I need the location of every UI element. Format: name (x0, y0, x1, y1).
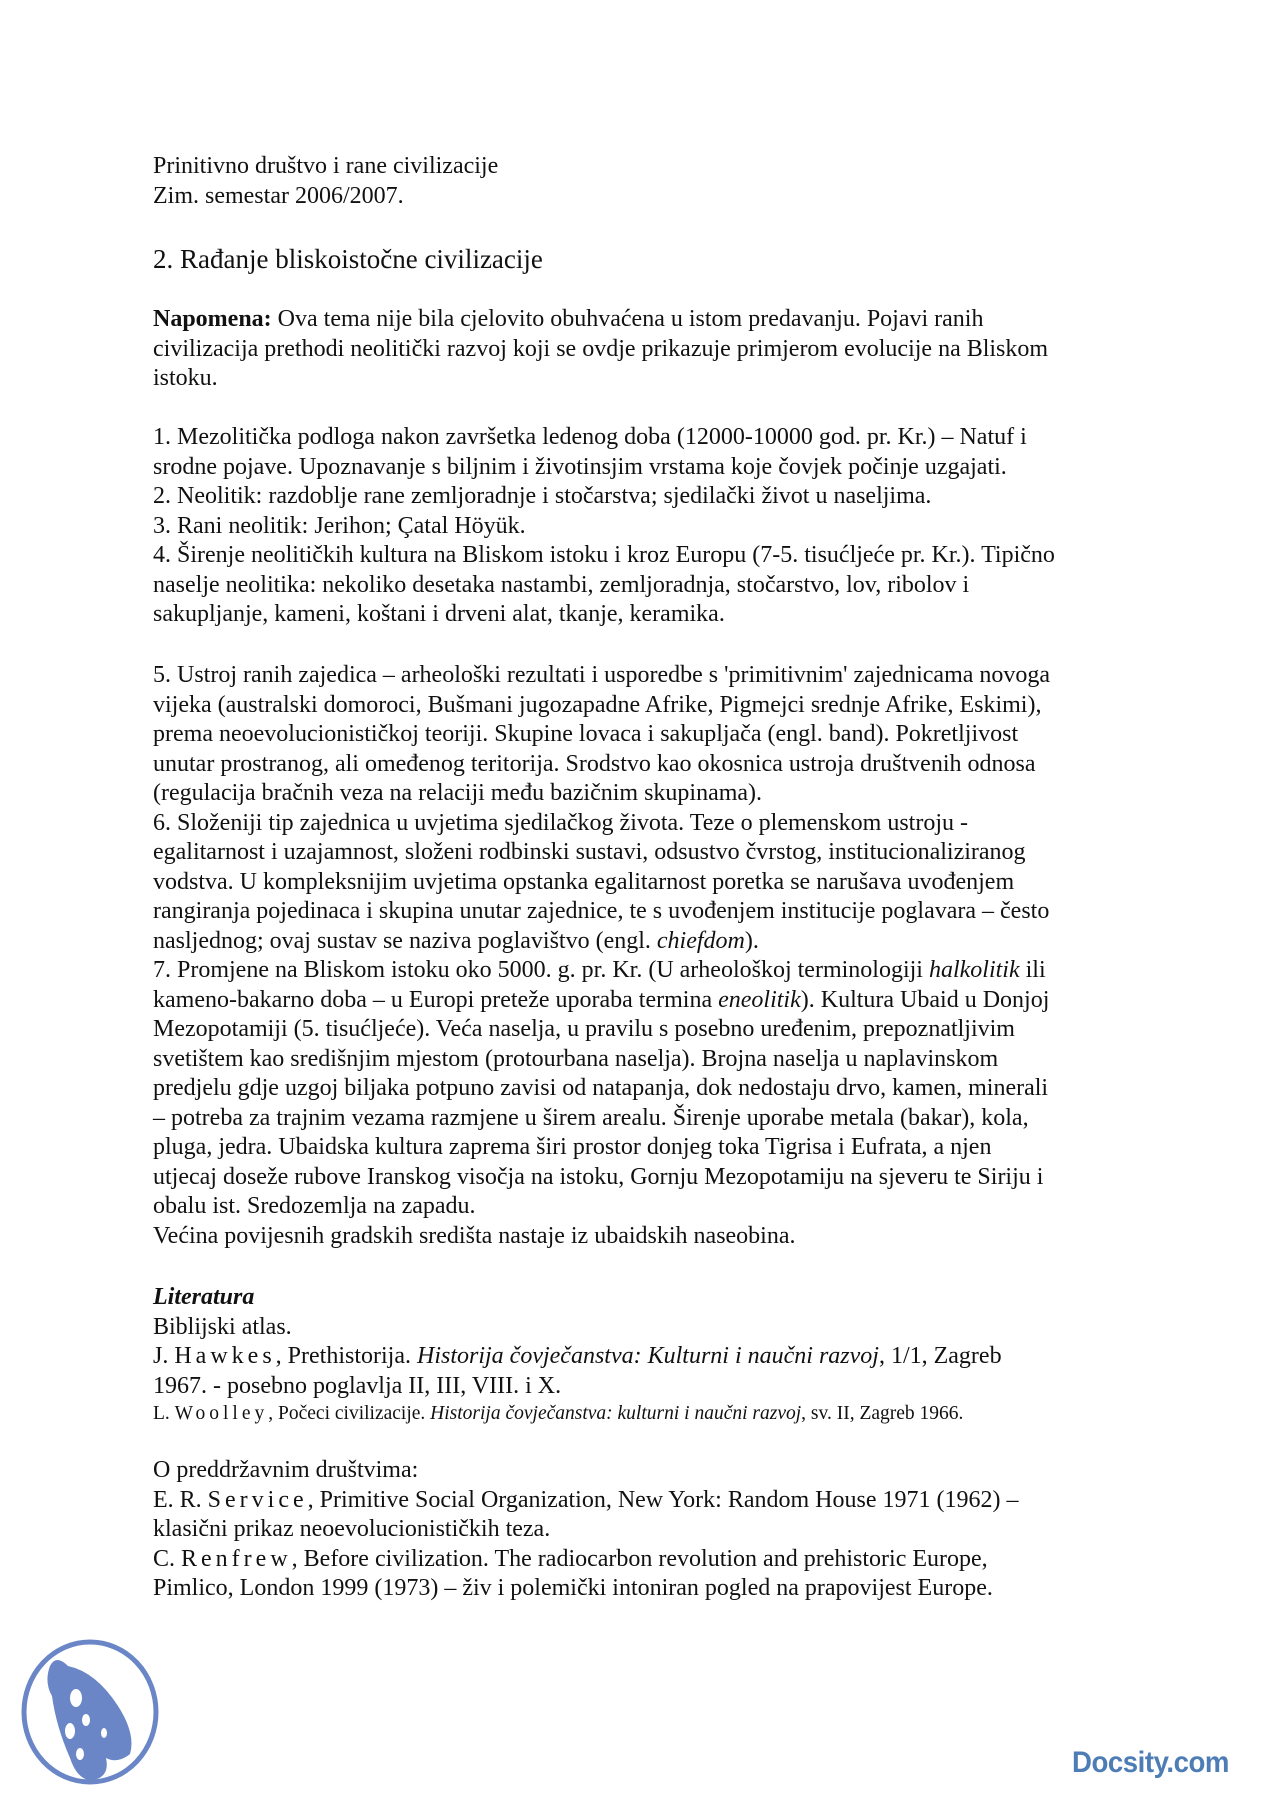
author-initial: J. (153, 1343, 175, 1369)
literature-heading: Literatura (153, 1284, 255, 1310)
italic-term: halkolitik (928, 957, 1020, 983)
series-title: Historija čovječanstva: kulturni i naučni razvoj (430, 1403, 802, 1424)
list-line: predjelu gdje uzgoj biljaka potpuno zavisi od natapanja, dok nedostaju drvo, kamen, minerali (153, 1075, 1049, 1101)
list-line (153, 927, 1050, 957)
list-line: (regulacija bračnih veza na relaciji među bazičnim skupinama). (153, 780, 763, 806)
list-line: pluga, jedra. Ubaidska kultura zaprema širi prostor donjeg toka Tigrisa i Eufrata, a njen (153, 1134, 992, 1160)
text: ). Kultura Ubaid u Donjoj (800, 986, 1050, 1013)
reference-woolley (153, 1401, 1002, 1427)
text: ). (744, 927, 759, 954)
list-line (153, 986, 1050, 1016)
reference-hawkes (153, 1342, 1002, 1372)
reference-atlas: Biblijski atlas. (153, 1313, 292, 1340)
list-line: sakupljanje, kameni, koštani i drveni alat, tkanje, keramika. (153, 601, 725, 627)
publication-info: , 1/1, Zagreb (878, 1343, 1002, 1369)
publication-info: , Before civilization. The radiocarbon revolution and prehistoric Europe, (291, 1545, 988, 1572)
list-line: 1. Mezolitička podloga nakon završetka ledenog doba (12000-10000 god. pr. Kr.) – Natuf i (153, 424, 1027, 450)
list-line: naselje neolitika: nekoliko desetaka nastambi, zemljoradnja, stočarstvo, lov, ribolov i (153, 571, 970, 598)
literature-section (153, 1283, 1002, 1427)
list-line: – potreba za trajnim vezama razmjene u širem arealu. Širenje uporabe metala (bakar), kola, (153, 1104, 1029, 1131)
topic-list-2 (153, 661, 1050, 1251)
list-line: 6. Složeniji tip zajednica u uvjetima sjedilačkog života. Teze o plemenskom ustroju - (153, 809, 968, 836)
prestate-section (153, 1456, 1018, 1604)
topic-list-1 (153, 423, 1055, 630)
list-line: egalitarnost i uzajamnost, složeni rodbinski sustavi, odsustvo čvrstog, institucionaliziranog (153, 839, 1026, 865)
semester: Zim. semestar 2006/2007. (153, 182, 404, 209)
series-title: Historija čovječanstva: Kulturni i naučni razvoj (416, 1343, 879, 1369)
list-line: 2. Neolitik: razdoblje rane zemljoradnje i stočarstva; sjedilački život u naseljima. (153, 483, 932, 509)
list-line: obalu ist. Sredozemlja na zapadu. (153, 1193, 476, 1219)
list-line (153, 956, 1050, 986)
reference-renfrew-cont: Pimlico, London 1999 (1973) – živ i polemički intoniran pogled na prapovijest Europe. (153, 1575, 993, 1601)
note-paragraph (153, 305, 1048, 394)
docsity-brand-link[interactable]: Docsity.com (1072, 1746, 1230, 1779)
author-initial: L. (153, 1403, 175, 1424)
page-title: 2. Rađanje bliskoistočne civilizacije (153, 244, 543, 274)
work-title: , Počeci civilizacije. (268, 1403, 431, 1424)
publication-info: , Primitive Social Organization, New York: Random House 1971 (1962) – (307, 1486, 1019, 1513)
list-line: prema neoevolucionističkoj teoriji. Skupine lovaca i sakupljača (engl. band). Pokretljivost (153, 721, 1019, 747)
list-line: utjecaj doseže rubove Iranskog visočja na istoku, Gornju Mezopotamiju na sjeveru te Siriju i (153, 1163, 1044, 1190)
docsity-logo-icon (18, 1636, 166, 1786)
list-line: 5. Ustroj ranih zajedica – arheološki rezultati i usporedbe s 'primitivnim' zajednicama novoga (153, 662, 1051, 688)
text: 7. Promjene na Bliskom istoku oko 5000. g. pr. Kr. (U arheološkoj terminologiji (153, 957, 929, 983)
author-name: Service (207, 1486, 308, 1513)
publication-info: , sv. II, Zagreb 1966. (801, 1403, 964, 1424)
note-line: Ova tema nije bila cjelovito obuhvaćena u istom predavanju. Pojavi ranih (271, 306, 984, 332)
text: kameno-bakarno doba – u Europi preteže uporaba termina (153, 986, 719, 1013)
author-initial: E. R. (153, 1486, 208, 1513)
list-line: vodstva. U kompleksnijim uvjetima opstanka egalitarnost poretka se narušava uvođenjem (153, 868, 1015, 895)
author-name: Hawkes (174, 1343, 276, 1369)
reference-hawkes-cont: 1967. - posebno poglavlja II, III, VIII. i X. (153, 1372, 562, 1399)
reference-service (153, 1486, 1018, 1516)
prestate-heading: O preddržavnim društvima: (153, 1457, 419, 1483)
reference-service-cont: klasični prikaz neoevolucionističkih teza. (153, 1516, 551, 1542)
italic-term: eneolitik (718, 986, 801, 1013)
list-line: svetištem kao središnjim mjestom (protourbana naselja). Brojna naselja u naplavinskom (153, 1045, 999, 1072)
note-line: istoku. (153, 365, 218, 391)
note-line: civilizacija prethodi neolitički razvoj koji se ovdje prikazuje primjerom evolucije na Bliskom (153, 335, 1049, 362)
work-title: , Prethistorija. (275, 1343, 417, 1369)
author-initial: C. (153, 1545, 182, 1572)
list-line: 4. Širenje neolitičkih kultura na Bliskom istoku i kroz Europu (7-5. tisućljeće pr. Kr.). Tipično (153, 542, 1055, 568)
list-line: srodne pojave. Upoznavanje s biljnim i životinsjim vrstama koje čovjek počinje uzgajati. (153, 453, 1007, 480)
note-label: Napomena: (153, 306, 272, 332)
list-line: vijeka (australski domoroci, Bušmani jugozapadne Afrike, Pigmejci srednje Afrike, Eskimi), (153, 691, 1042, 718)
reference-renfrew (153, 1545, 1018, 1575)
list-line: Mezopotamiji (5. tisućljeće). Veća naselja, u pravilu s posebno uređenim, prepoznatljivim (153, 1016, 1015, 1042)
closing-line: Većina povijesnih gradskih središta nastaje iz ubaidskih naseobina. (153, 1222, 796, 1249)
list-line: unutar prostranog, ali omeđenog teritorija. Srodstvo kao okosnica ustroja društvenih odnosa (153, 750, 1036, 777)
italic-term: chiefdom (656, 927, 745, 954)
list-line: rangiranja pojedinaca i skupina unutar zajednice, te s uvođenjem institucije poglavara – često (153, 898, 1050, 924)
text: ili (1019, 957, 1046, 983)
list-line: 3. Rani neolitik: Jerihon; Çatal Höyük. (153, 512, 526, 539)
document-header (153, 152, 498, 211)
text: nasljednog; ovaj sustav se naziva poglavištvo (engl. (153, 927, 657, 954)
author-name: Renfrew (181, 1545, 292, 1572)
author-name: Woolley (174, 1403, 269, 1424)
course-title: Prinitivno društvo i rane civilizacije (153, 153, 499, 179)
